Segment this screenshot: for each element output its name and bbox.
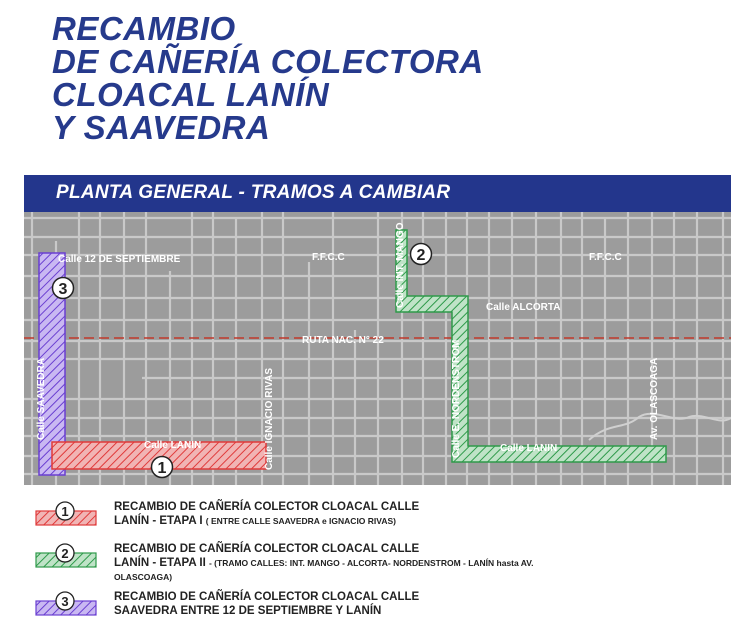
street-map bbox=[24, 212, 731, 485]
legend-symbol-stage2 bbox=[34, 542, 100, 572]
title-line-4: Y SAAVEDRA bbox=[52, 109, 271, 146]
title-line-2: DE CAÑERÍA COLECTORA bbox=[52, 43, 484, 80]
legend-number-2: 2 bbox=[61, 546, 69, 561]
title-line-3: CLOACAL LANÍN bbox=[52, 76, 330, 113]
label-lanin-right: Calle LANIN bbox=[500, 443, 558, 454]
marker-1 bbox=[152, 457, 173, 478]
legend-text-stage1 bbox=[114, 500, 534, 528]
legend-stage2-note: - (TRAMO CALLES: INT. MANGO - ALCORTA- NORDENSTROM - LANÍN hasta AV. OLASCOAGA) bbox=[114, 558, 534, 582]
legend-stage3-line1: RECAMBIO DE CAÑERÍA COLECTOR CLOACAL CALLE bbox=[114, 591, 420, 603]
legend-stage3-line2: SAAVEDRA ENTRE 12 DE SEPTIEMBRE Y LANÍN bbox=[114, 605, 382, 617]
section-banner bbox=[24, 175, 731, 212]
legend-number-1: 1 bbox=[61, 504, 69, 519]
marker-2-number: 2 bbox=[416, 247, 426, 264]
label-calle-12-septiembre: Calle 12 DE SEPTIEMBRE bbox=[58, 254, 181, 265]
legend-text-stage2 bbox=[114, 542, 534, 584]
legend-stage2-line1: RECAMBIO DE CAÑERÍA COLECTOR CLOACAL CALLE bbox=[114, 543, 420, 555]
label-olascoaga: Av. OLASCOAGA bbox=[649, 357, 660, 440]
banner-title: PLANTA GENERAL - TRAMOS A CAMBIAR bbox=[56, 182, 451, 203]
marker-1-number: 1 bbox=[157, 460, 167, 477]
legend-symbol-stage1 bbox=[34, 500, 100, 530]
legend-stage1-line1: RECAMBIO DE CAÑERÍA COLECTOR CLOACAL CALLE bbox=[114, 501, 420, 513]
label-ffcc-left: F.F.C.C bbox=[312, 252, 345, 263]
label-int-mango: Calle INT. MANGO bbox=[395, 222, 406, 308]
legend-symbol-stage3 bbox=[34, 590, 100, 620]
label-ruta-22: RUTA NAC. N° 22 bbox=[302, 335, 384, 346]
title-line-1: RECAMBIO bbox=[52, 10, 236, 47]
map-legend bbox=[34, 500, 734, 628]
label-alcorta: Calle ALCORTA bbox=[486, 302, 561, 313]
label-lanin-left: Calle LANIN bbox=[144, 440, 202, 451]
marker-2 bbox=[411, 244, 432, 265]
legend-text-stage3 bbox=[114, 590, 534, 618]
marker-3-number: 3 bbox=[58, 281, 68, 298]
label-saavedra: Calle SAAVEDRA bbox=[36, 357, 47, 440]
legend-stage2-line2: LANÍN - ETAPA II bbox=[114, 557, 206, 569]
legend-number-3: 3 bbox=[61, 594, 69, 609]
label-ignacio-rivas: Calle IGNACIO RIVAS bbox=[264, 367, 275, 470]
legend-stage1-note: ( ENTRE CALLE SAAVEDRA e IGNACIO RIVAS) bbox=[205, 516, 396, 526]
page-title bbox=[52, 12, 652, 144]
legend-stage1-line2: LANÍN - ETAPA I bbox=[114, 515, 203, 527]
label-nordenstrom: Calle E. NORDENSTROM bbox=[451, 339, 462, 458]
marker-3 bbox=[53, 278, 74, 299]
label-ffcc-right: F.F.C.C bbox=[589, 252, 622, 263]
